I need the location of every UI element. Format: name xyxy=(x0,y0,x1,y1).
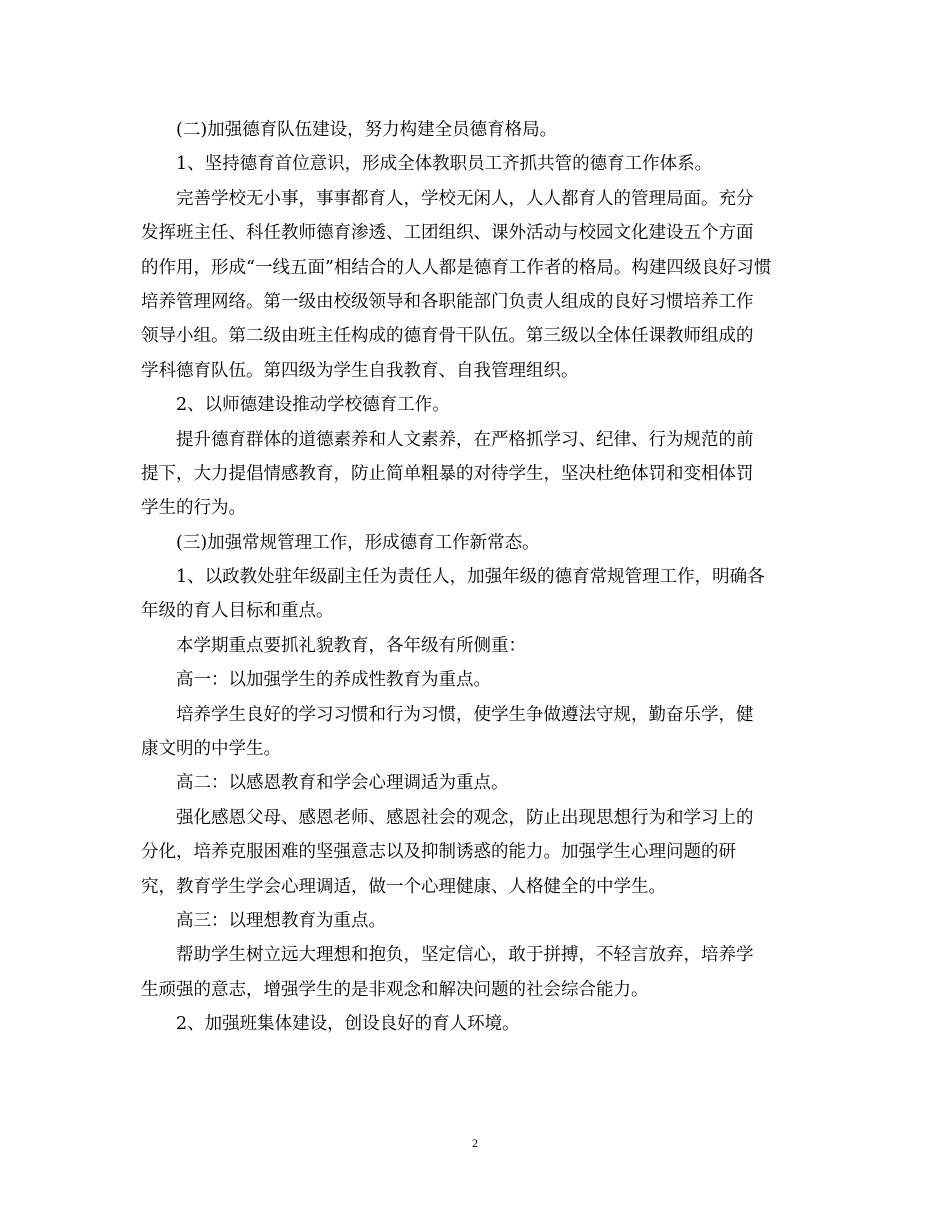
text-line: 1、以政教处驻年级副主任为责任人，加强年级的德育常规管理工作，明确各 xyxy=(176,567,765,588)
text-line: 分化，培养克服困难的坚强意志以及抑制诱惑的能力。加强学生心理问题的研 xyxy=(141,842,736,863)
text-line: 强化感恩父母、感恩老师、感恩社会的观念，防止出现思想行为和学习上的 xyxy=(176,807,754,828)
text-line: 究，教育学生学会心理调适，做一个心理健康、人格健全的中学生。 xyxy=(141,876,666,897)
text-line: 高一：以加强学生的养成性教育为重点。 xyxy=(176,670,491,691)
text-line: (三)加强常规管理工作，形成德育工作新常态。 xyxy=(176,532,540,553)
text-line: 提下，大力提倡情感教育，防止简单粗暴的对待学生，坚决杜绝体罚和变相体罚 xyxy=(141,463,754,484)
text-line: 的作用，形成“一线五面”相结合的人人都是德育工作者的格局。构建四级良好习惯 xyxy=(141,257,772,278)
text-line: 培养管理网络。第一级由校级领导和各职能部门负责人组成的良好习惯培养工作 xyxy=(141,291,754,312)
text-line: 发挥班主任、科任教师德育渗透、工团组织、课外活动与校园文化建设五个方面 xyxy=(141,223,754,244)
text-line: 2、以师德建设推动学校德育工作。 xyxy=(176,395,450,416)
text-line: 帮助学生树立远大理想和抱负，坚定信心，敢于拼搏，不轻言放弃，培养学 xyxy=(176,945,754,966)
page-number: 2 xyxy=(472,1136,478,1150)
text-line: 完善学校无小事，事事都育人，学校无闲人，人人都育人的管理局面。充分 xyxy=(176,188,754,209)
text-line: 学科德育队伍。第四级为学生自我教育、自我管理组织。 xyxy=(141,360,579,381)
text-line: (二)加强德育队伍建设，努力构建全员德育格局。 xyxy=(176,120,558,140)
text-line: 1、坚持德育首位意识，形成全体教职员工齐抓共管的德育工作体系。 xyxy=(176,154,713,175)
text-line: 提升德育群体的道德素养和人文素养，在严格抓学习、纪律、行为规范的前 xyxy=(176,429,754,450)
text-line: 康文明的中学生。 xyxy=(141,739,281,760)
document-body xyxy=(141,113,813,1042)
text-line: 学生的行为。 xyxy=(141,498,246,519)
text-line: 培养学生良好的学习习惯和行为习惯，使学生争做遵法守规，勤奋乐学，健 xyxy=(176,704,754,725)
text-line: 高三：以理想教育为重点。 xyxy=(176,910,386,931)
text-line: 领导小组。第二级由班主任构成的德育骨干队伍。第三级以全体任课教师组成的 xyxy=(141,326,754,347)
text-line: 本学期重点要抓礼貌教育，各年级有所侧重： xyxy=(176,635,526,656)
text-line: 生顽强的意志，增强学生的是非观念和解决问题的社会综合能力。 xyxy=(141,979,649,1000)
text-line: 2、加强班集体建设，创设良好的育人环境。 xyxy=(176,1014,520,1035)
text-line: 年级的育人目标和重点。 xyxy=(141,601,334,622)
text-line: 高二：以感恩教育和学会心理调适为重点。 xyxy=(176,773,509,794)
